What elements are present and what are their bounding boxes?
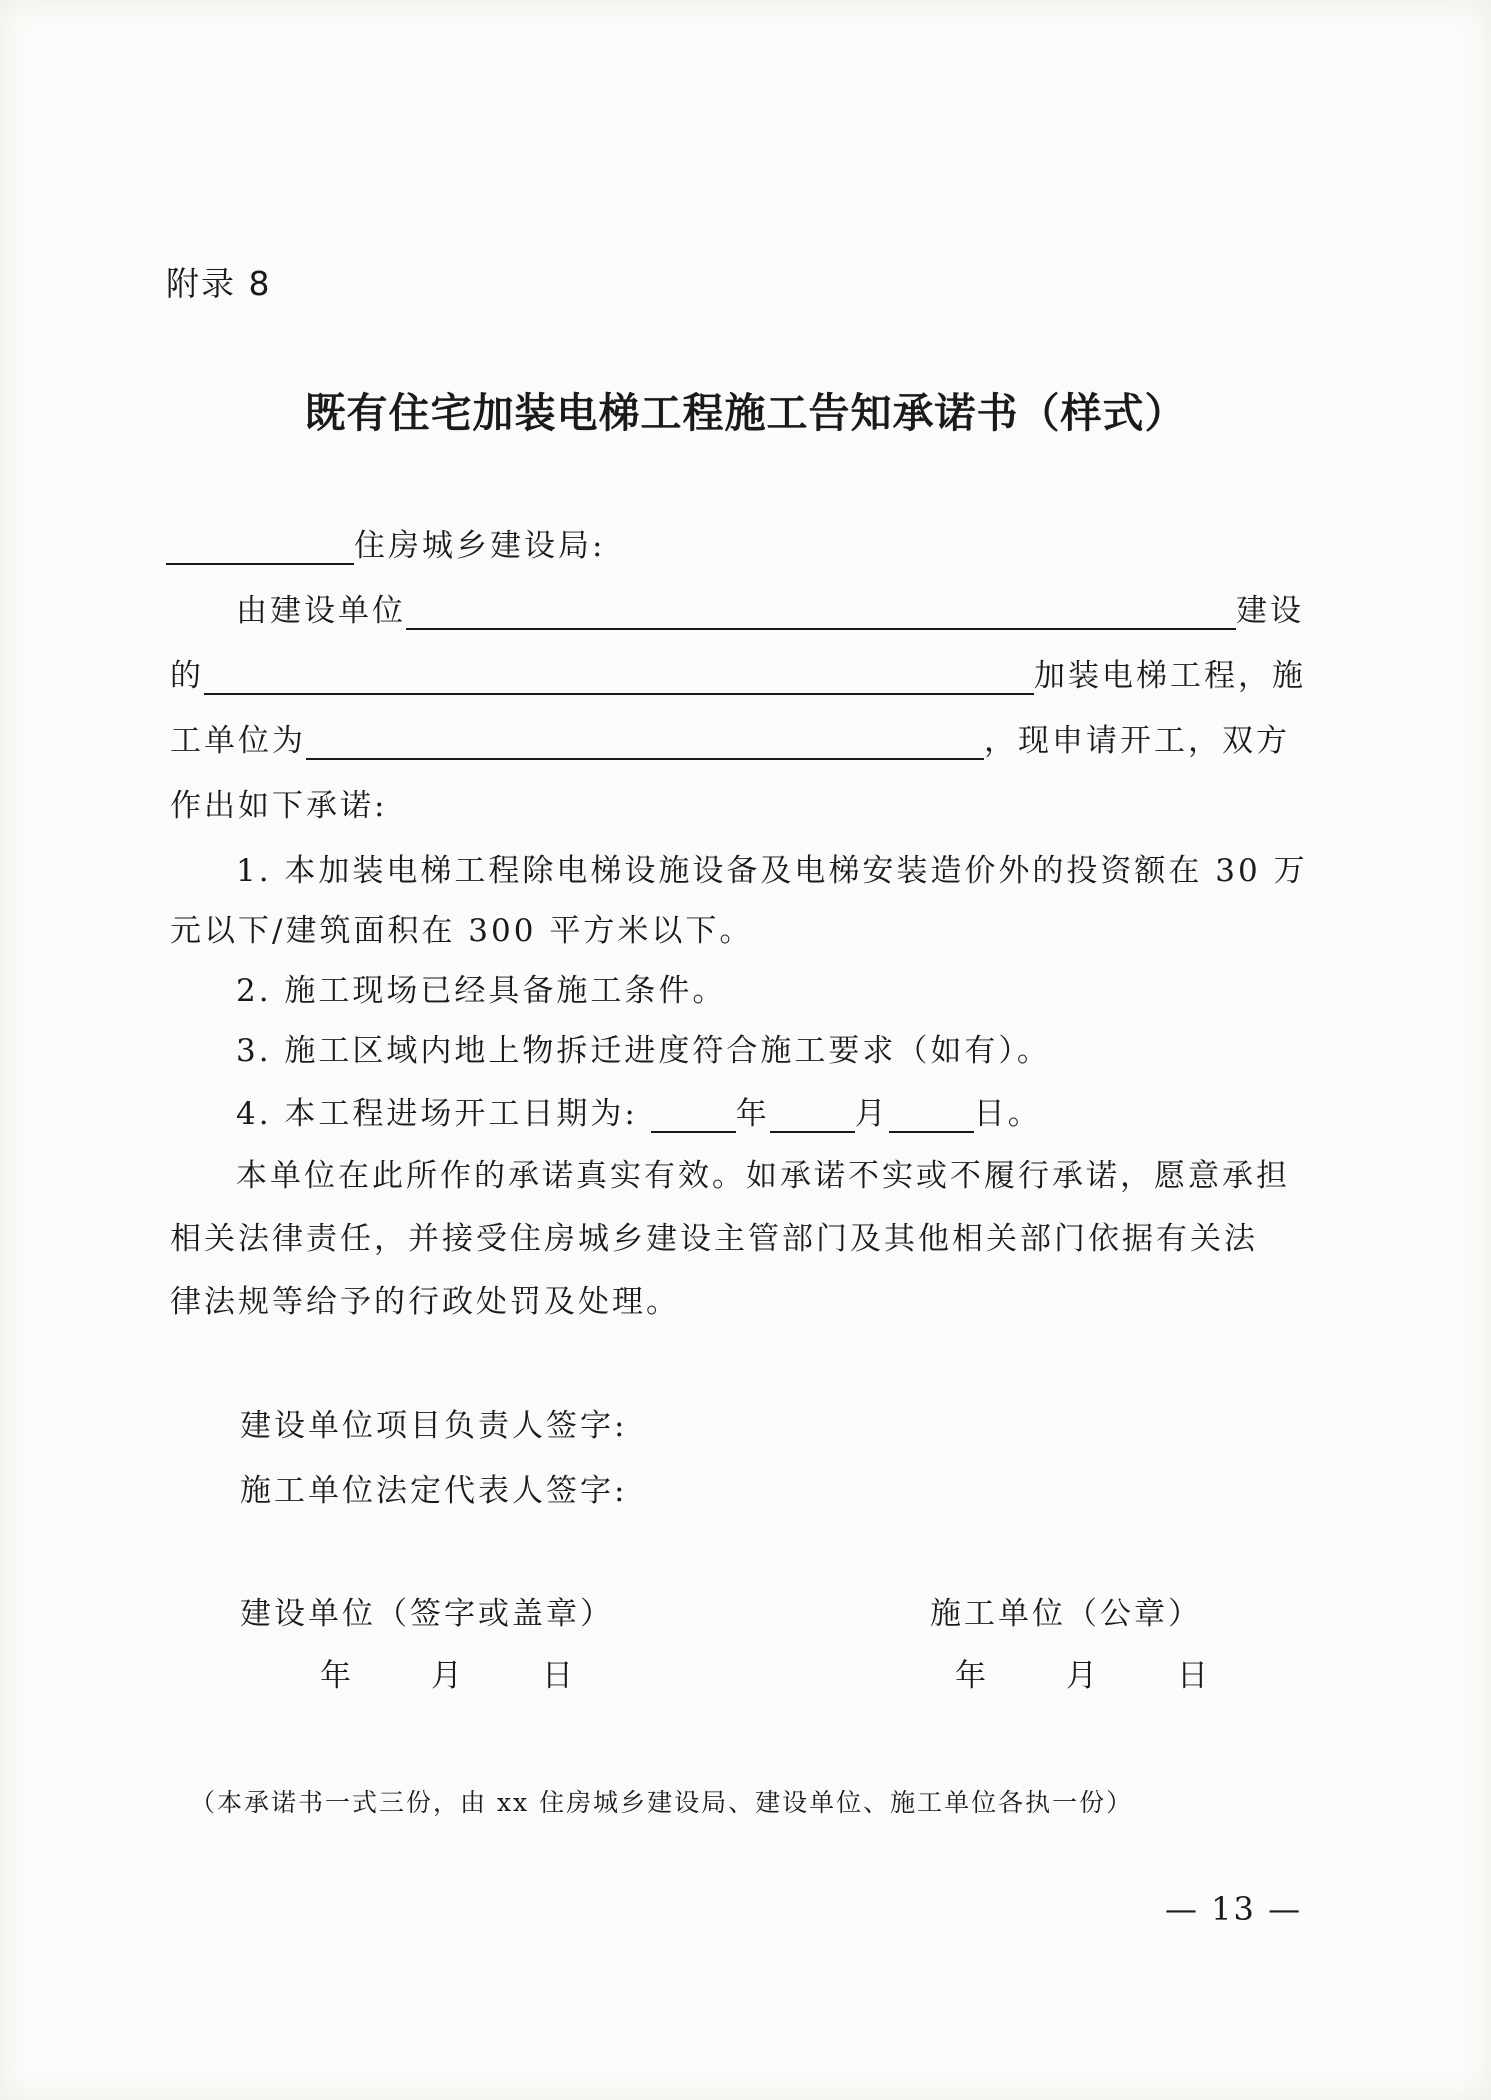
intro-line-4: 作出如下承诺: [170,788,388,824]
page-title: 既有住宅加装电梯工程施工告知承诺书（样式） [304,389,1187,437]
contractor-rep-signature-label: 施工单位法定代表人签字: [240,1473,628,1509]
page-number: — 13 — [1165,1890,1303,1928]
project-address-blank[interactable] [204,663,1034,695]
commitment-1-line-2: 元以下/建筑面积在 300 平方米以下。 [170,913,754,949]
day-label: 日。 [973,1096,1042,1132]
commitment-2: 2. 施工现场已经具备施工条件。 [236,973,727,1009]
contractor-unit-blank[interactable] [306,728,984,760]
start-day-blank[interactable] [889,1101,974,1133]
start-year-blank[interactable] [651,1101,736,1133]
intro-line1-suffix: 建设 [1236,593,1304,629]
commitment-4-prefix: 4. 本工程进场开工日期为: [236,1096,638,1132]
addressee-suffix: 住房城乡建设局: [354,528,606,564]
intro-line-3 [170,715,1290,760]
commitment-4 [236,1088,1042,1133]
addressee-line [166,520,605,565]
client-seal-label: 建设单位（签字或盖章） [240,1596,614,1632]
intro-line2-suffix: 加装电梯工程，施 [1034,658,1306,694]
intro-line1-prefix: 由建设单位 [236,593,406,629]
contractor-seal-date: 年 月 日 [955,1658,1214,1694]
contractor-seal-label: 施工单位（公章） [930,1596,1202,1632]
commitment-1-line-1: 1. 本加装电梯工程除电梯设施设备及电梯安装造价外的投资额在 30 万 [236,853,1308,889]
client-rep-signature-label: 建设单位项目负责人签字: [240,1408,628,1444]
intro-line-1 [236,585,1304,630]
client-seal-date: 年 月 日 [320,1658,579,1694]
appendix-label: 附录 8 [166,264,272,303]
month-label: 月 [854,1096,889,1132]
declaration-line-3: 律法规等给予的行政处罚及处理。 [170,1284,680,1320]
intro-line2-prefix: 的 [170,658,204,694]
declaration-line-1: 本单位在此所作的承诺真实有效。如承诺不实或不履行承诺，愿意承担 [236,1158,1290,1194]
addressee-blank[interactable] [166,533,354,565]
year-label: 年 [735,1096,770,1132]
start-month-blank[interactable] [770,1101,855,1133]
client-unit-blank[interactable] [406,598,1236,630]
intro-line3-prefix: 工单位为 [170,723,306,759]
intro-line3-suffix: ，现申请开工，双方 [984,723,1290,759]
commitment-3: 3. 施工区域内地上物拆迁进度符合施工要求（如有）。 [236,1033,1051,1069]
intro-line-2 [170,650,1306,695]
footnote: （本承诺书一式三份，由 xx 住房城乡建设局、建设单位、施工单位各执一份） [190,1788,1134,1817]
declaration-line-2: 相关法律责任，并接受住房城乡建设主管部门及其他相关部门依据有关法 [170,1221,1258,1257]
